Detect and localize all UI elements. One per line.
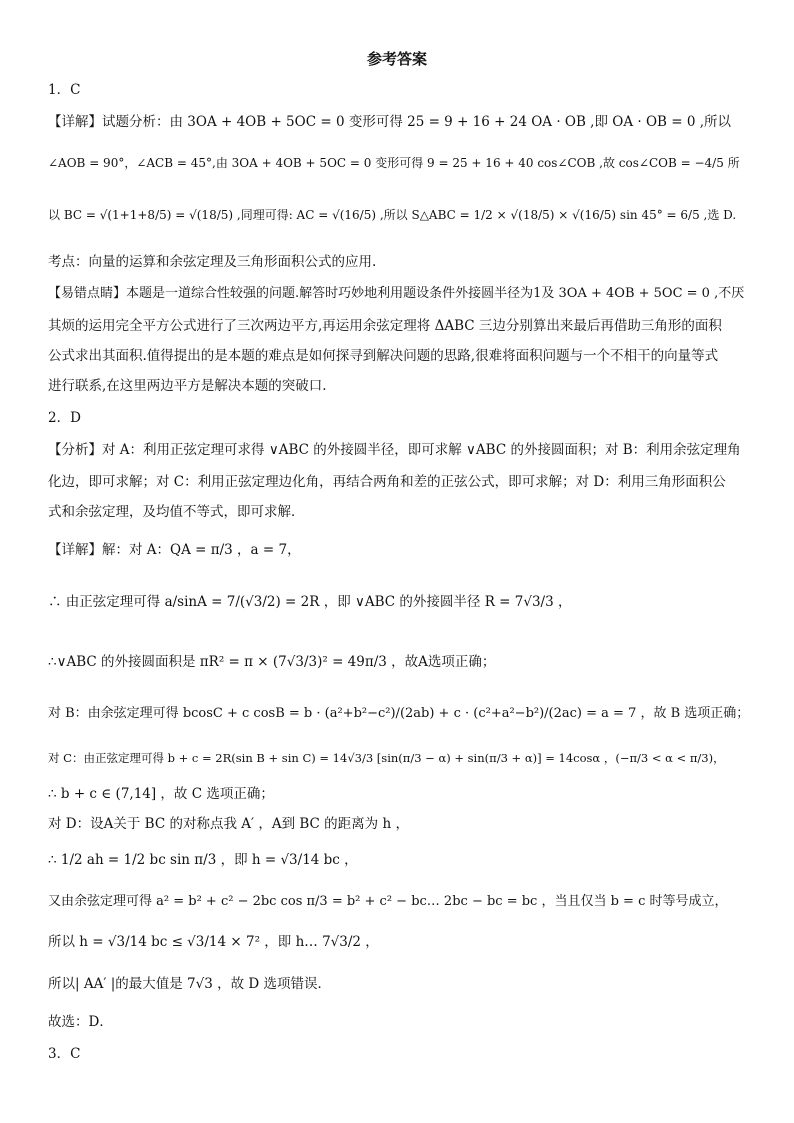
answer-1-yicuo-line-4: 进行联系,在这里两边平方是解决本题的突破口. (48, 378, 327, 394)
answer-2-heading: 2．D (48, 410, 81, 426)
answer-2-detail-line-10: 所以 h = √3/14 bc ≤ √3/14 × 7² ，即 h… 7√3/2 ， (48, 934, 379, 950)
answer-2-detail-line-5: 对 C：由正弦定理可得 b + c = 2R(sin B + sin C) = 14√3/3 [sin(π/3 − α) + sin(π/3 + α)] = 14cosα ，(−π/3 < α < π/3)， (48, 751, 725, 765)
answer-1-detail-line-3: 以 BC = √(1+1+8/5) = √(18/5) ,同理可得: AC = √(16/5) ,所以 S△ABC = 1/2 × √(18/5) × √(16/5) sin 45° = 6/5 ,选 D. (48, 208, 737, 222)
answer-2-conclusion: 故选：D． (48, 1014, 113, 1030)
answer-1-detail-line-2: ∠AOB = 90°，∠ACB = 45°,由 3OA + 4OB + 5OC = 0 变形可得 9 = 25 + 16 + 40 cos∠COB ,故 cos∠COB = −4/5 所 (48, 156, 740, 170)
answer-2-detail-line-2: ∴ 由正弦定理可得 a/sinA = 7/(√3/2) = 2R ，即 ∨ABC 的外接圆半径 R = 7√3/3 ， (48, 594, 572, 610)
answer-2-detail-line-7: 对 D：设A关于 BC 的对称点我 A′ ，A到 BC 的距离为 h ， (48, 816, 409, 832)
answer-2-fenxi-line-1: 【分析】对 A：利用正弦定理可求得 ∨ABC 的外接圆半径，即可求解 ∨ABC 的外接圆面积；对 B：利用余弦定理角 (48, 442, 741, 458)
answer-2-detail-line-1: 【详解】解：对 A：QA = π/3 ，a = 7， (48, 542, 301, 558)
answer-2-fenxi-line-3: 式和余弦定理，及均值不等式，即可求解． (48, 504, 305, 520)
answer-3-heading: 3．C (48, 1046, 81, 1062)
answer-1-yicuo-line-2: 其烦的运用完全平方公式进行了三次两边平方,再运用余弦定理将 ΔABC 三边分别算出来最后再借助三角形的面积 (48, 318, 722, 334)
answer-1-yicuo-line-1: 【易错点睛】本题是一道综合性较强的问题.解答时巧妙地利用题设条件外接圆半径为1及 3OA + 4OB + 5OC = 0 ,不厌 (48, 286, 745, 301)
answer-2-detail-line-3: ∴∨ABC 的外接圆面积是 πR² = π × (7√3/3)² = 49π/3 ，故A选项正确； (48, 654, 496, 670)
answer-1-kaodian: 考点：向量的运算和余弦定理及三角形面积公式的应用. (48, 254, 377, 270)
answer-1-yicuo-line-3: 公式求出其面积.值得提出的是本题的难点是如何探寻到解决问题的思路,很难将面积问题与一个不相干的向量等式 (48, 348, 719, 364)
answer-2-detail-line-4: 对 B：由余弦定理可得 bcosC + c cosB = b · (a²+b²−c²)/(2ab) + c · (c²+a²−b²)/(2ac) = a = 7 ，故 B 选项正确； (48, 706, 750, 721)
answer-2-detail-line-11: 所以| AA′ |的最大值是 7√3 ，故 D 选项错误． (48, 976, 332, 992)
page-title: 参考答案 (366, 50, 427, 68)
answer-2-detail-line-6: ∴ b + c ∈ (7,14] ，故 C 选项正确； (48, 786, 274, 802)
answer-2-detail-line-8: ∴ 1/2 ah = 1/2 bc sin π/3 ，即 h = √3/14 bc ， (48, 852, 358, 868)
answer-1-heading: 1．C (48, 82, 81, 98)
answer-2-fenxi-line-2: 化边，即可求解；对 C：利用正弦定理边化角，再结合两角和差的正弦公式，即可求解；对 D：利用三角形面积公 (48, 474, 726, 490)
answer-1-detail-line-1: 【详解】试题分析：由 3OA + 4OB + 5OC = 0 变形可得 25 = 9 + 16 + 24 OA · OB ,即 OA · OB = 0 ,所以 (48, 114, 732, 130)
answer-2-detail-line-9: 又由余弦定理可得 a² = b² + c² − 2bc cos π/3 = b² + c² − bc… 2bc − bc = bc ，当且仅当 b = c 时等号成立， (48, 894, 728, 909)
